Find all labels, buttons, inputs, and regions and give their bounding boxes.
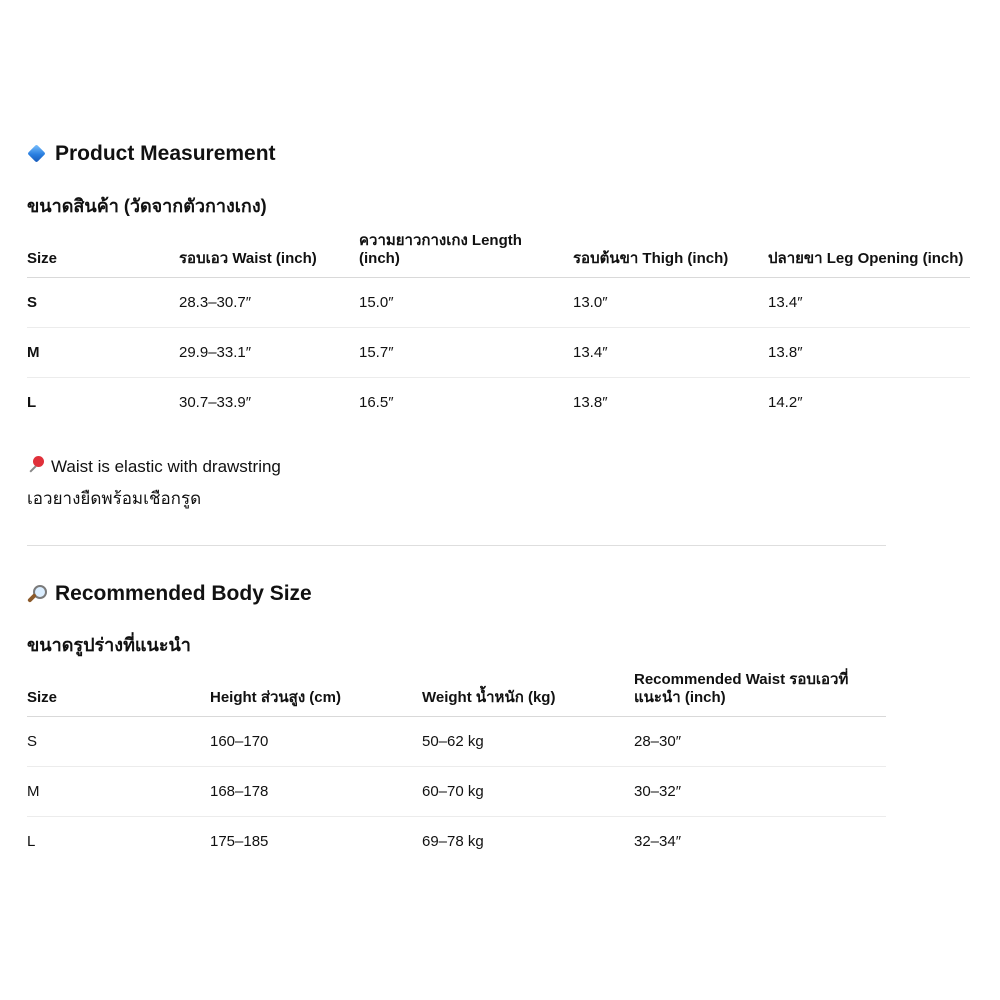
height-cell: 168–178 — [210, 767, 422, 817]
product-measurement-title-text: Product Measurement — [55, 142, 276, 165]
size-cell: M — [27, 767, 210, 817]
product-measurement-title — [27, 140, 276, 168]
recommended-body-size-table — [27, 671, 886, 866]
recommended-body-size-subtitle-wrap — [27, 630, 191, 656]
weight-cell: 50–62 kg — [422, 717, 634, 767]
header-size: Size — [27, 232, 179, 278]
header-thigh: รอบต้นขา Thigh (inch) — [573, 232, 768, 278]
table-header-row — [27, 671, 886, 717]
header-recommended-waist: Recommended Waist รอบเอวที่แนะนำ (inch) — [634, 671, 886, 717]
recommended-waist-cell: 28–30″ — [634, 717, 886, 767]
table-row — [27, 378, 970, 428]
size-cell: L — [27, 832, 36, 850]
thigh-cell: 13.4″ — [573, 328, 768, 378]
size-cell: S — [27, 717, 210, 767]
recommended-waist-cell: 32–34″ — [634, 832, 682, 850]
magnifying-glass-icon — [27, 584, 47, 604]
table-header-row — [27, 232, 970, 278]
table-row — [27, 328, 970, 378]
recommended-body-size-table-wrap — [27, 671, 886, 866]
recommended-waist-cell: 30–32″ — [634, 767, 886, 817]
table-row — [27, 717, 886, 767]
leg-opening-cell: 14.2″ — [768, 393, 803, 411]
recommended-body-size-title-text: Recommended Body Size — [55, 582, 312, 605]
waist-cell: 29.9–33.1″ — [179, 328, 359, 378]
product-measurement-subtitle-wrap — [27, 191, 267, 217]
thigh-cell: 13.8″ — [573, 393, 608, 411]
section-divider — [27, 545, 886, 546]
product-measurement-subtitle: ขนาดสินค้า (วัดจากตัวกางเกง) — [27, 196, 267, 216]
header-weight: Weight น้ำหนัก (kg) — [422, 671, 634, 717]
recommended-body-size-subtitle: ขนาดรูปร่างที่แนะนำ — [27, 635, 191, 655]
size-cell: M — [27, 328, 179, 378]
size-cell: S — [27, 278, 179, 328]
product-measurement-table — [27, 232, 970, 427]
thigh-cell: 13.0″ — [573, 278, 768, 328]
pushpin-icon — [27, 456, 45, 474]
waist-cell: 30.7–33.9″ — [179, 393, 252, 411]
weight-cell: 60–70 kg — [422, 767, 634, 817]
table-row — [27, 817, 886, 867]
length-cell: 15.0″ — [359, 278, 573, 328]
product-measurement-table-wrap — [27, 232, 970, 427]
length-cell: 15.7″ — [359, 328, 573, 378]
leg-opening-cell: 13.4″ — [768, 278, 970, 328]
recommended-body-size-title — [27, 580, 312, 608]
note-english: Waist is elastic with drawstring — [27, 451, 281, 483]
height-cell: 160–170 — [210, 717, 422, 767]
header-height: Height ส่วนสูง (cm) — [210, 671, 422, 717]
header-length: ความยาวกางเกง Length (inch) — [359, 232, 573, 278]
leg-opening-cell: 13.8″ — [768, 328, 970, 378]
height-cell: 175–185 — [210, 832, 269, 850]
length-cell: 16.5″ — [359, 393, 394, 411]
recommended-body-size-section — [27, 580, 312, 608]
note-thai: เอวยางยืดพร้อมเชือกรูด — [27, 489, 202, 508]
elastic-note — [27, 451, 281, 515]
header-size: Size — [27, 671, 210, 717]
product-measurement-section — [27, 140, 276, 168]
weight-cell: 69–78 kg — [422, 832, 484, 850]
table-row — [27, 278, 970, 328]
size-cell: L — [27, 393, 37, 411]
waist-cell: 28.3–30.7″ — [179, 278, 359, 328]
table-row — [27, 767, 886, 817]
blue-diamond-icon — [27, 144, 47, 164]
header-waist: รอบเอว Waist (inch) — [179, 232, 359, 278]
header-leg-opening: ปลายขา Leg Opening (inch) — [768, 232, 970, 278]
